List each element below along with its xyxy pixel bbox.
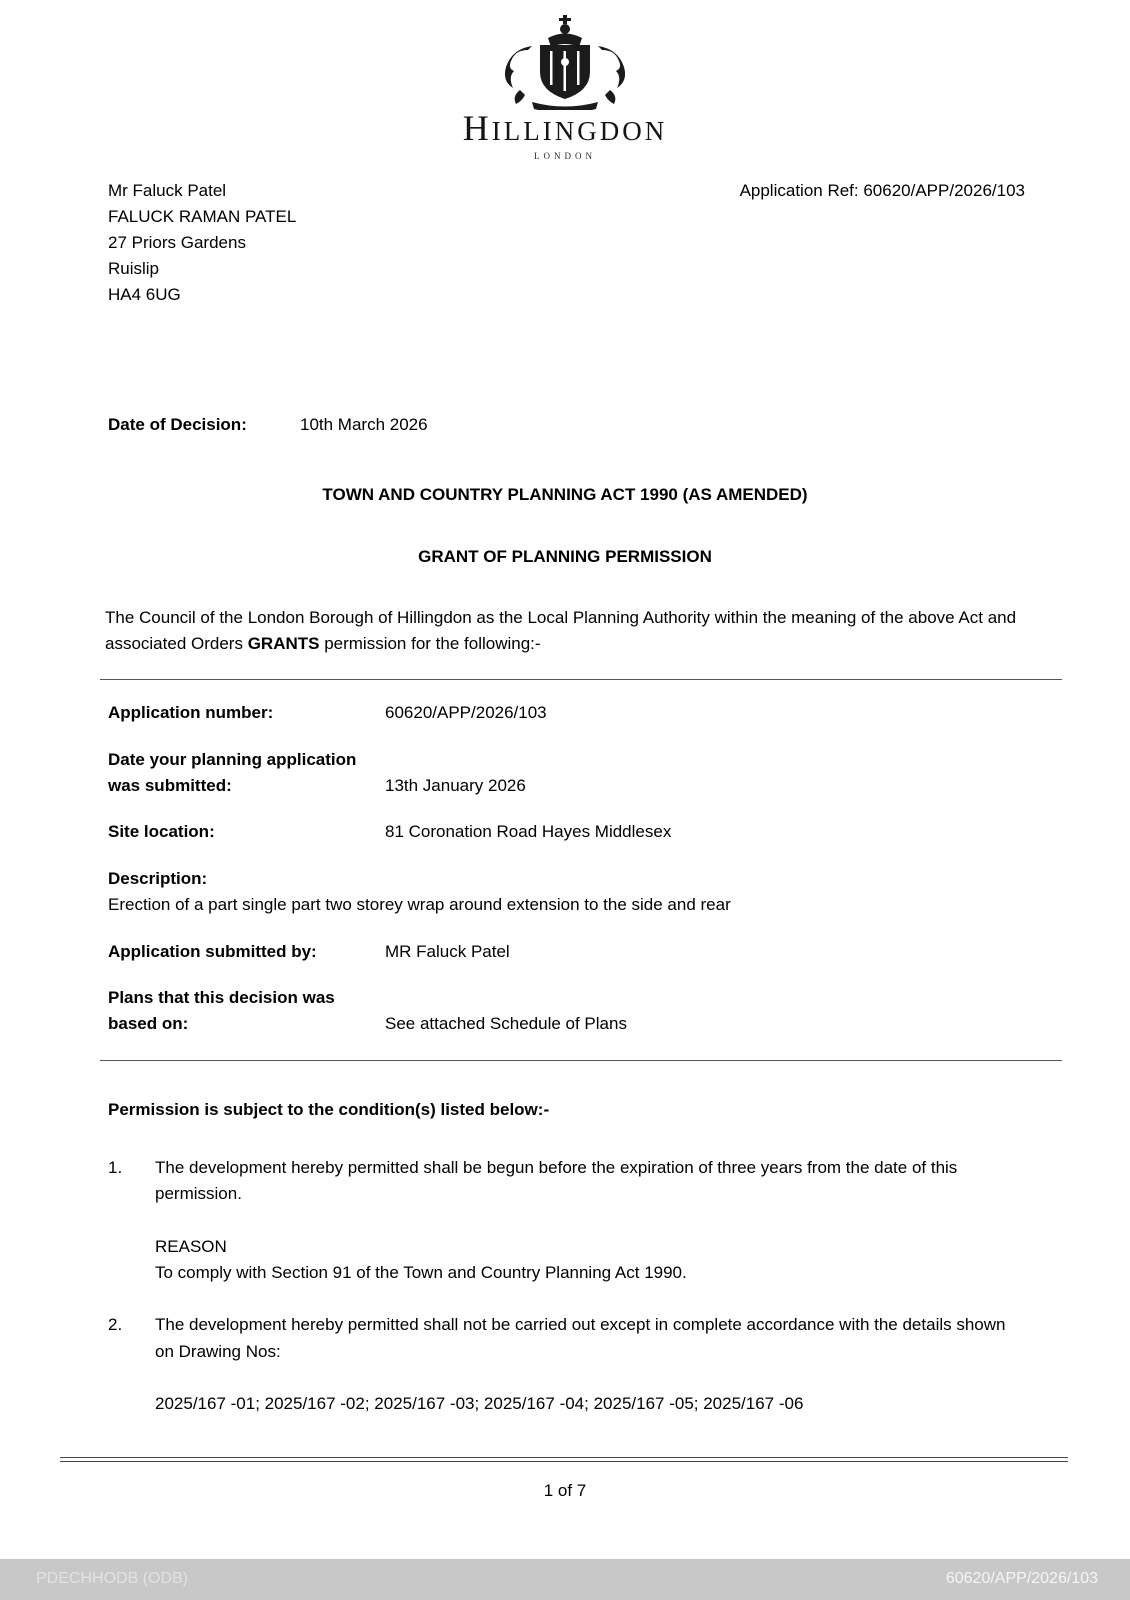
- logo-wordmark-rest: ILLINGDON: [491, 116, 668, 146]
- logo-wordmark: [0, 110, 1130, 148]
- act-heading: TOWN AND COUNTRY PLANNING ACT 1990 (AS AMENDED): [322, 485, 808, 505]
- condition-item-1: [108, 1155, 1025, 1286]
- detail-row-submitted-by: [108, 939, 1025, 965]
- logo-wordmark-initial: H: [462, 108, 492, 148]
- recipient-line: Ruislip: [108, 258, 160, 278]
- detail-row-plans: [108, 985, 1025, 1038]
- detail-row-site-location: [108, 819, 1025, 845]
- condition-drawings: 2025/167 -01; 2025/167 -02; 2025/167 -03; 2025/167 -04; 2025/167 -05; 2025/167 -06: [155, 1393, 804, 1413]
- detail-row-date-submitted: [108, 747, 1025, 800]
- conditions-list: [108, 1155, 1025, 1417]
- reason-label: REASON: [155, 1236, 227, 1256]
- detail-value: 60620/APP/2026/103: [385, 703, 547, 723]
- hillingdon-crest-icon: [480, 14, 650, 110]
- condition-text: The development hereby permitted shall be begun before the expiration of three years from the date of this permission.: [155, 1157, 958, 1204]
- detail-value: MR Faluck Patel: [385, 941, 510, 961]
- footer-rule: [60, 1457, 1068, 1462]
- detail-value: Erection of a part single part two storey wrap around extension to the side and rear: [108, 895, 731, 915]
- recipient-line: HA4 6UG: [108, 284, 181, 304]
- intro-grants: GRANTS: [247, 634, 320, 654]
- intro-paragraph: [105, 605, 1030, 658]
- divider-bottom: [100, 1060, 1062, 1061]
- detail-label: Description:: [108, 868, 208, 888]
- detail-label: Application number:: [108, 703, 274, 723]
- conditions-heading: Permission is subject to the condition(s) listed below:-: [108, 1099, 550, 1119]
- detail-value: See attached Schedule of Plans: [385, 1014, 627, 1034]
- page-number: 1 of 7: [543, 1481, 587, 1501]
- logo-subtitle: LONDON: [534, 150, 596, 161]
- grant-heading: GRANT OF PLANNING PERMISSION: [418, 547, 712, 567]
- reason-text: To comply with Section 91 of the Town and Country Planning Act 1990.: [155, 1262, 687, 1282]
- condition-reason: [155, 1234, 1025, 1287]
- condition-item-2: [108, 1312, 1025, 1417]
- date-of-decision-value: 10th March 2026: [300, 414, 428, 434]
- condition-body: [155, 1155, 1025, 1286]
- detail-row-description: [108, 866, 1025, 919]
- recipient-line: Mr Faluck Patel: [108, 180, 227, 200]
- condition-body: [155, 1312, 1025, 1417]
- status-bar-left: PDECHHODB (ODB): [36, 1570, 189, 1588]
- address-header: [108, 178, 1025, 308]
- intro-after: permission for the following:-: [319, 634, 541, 654]
- divider-top: [100, 679, 1062, 680]
- recipient-line: FALUCK RAMAN PATEL: [108, 206, 297, 226]
- intro-before: The Council of the London Borough of Hillingdon as the Local Planning Authority within the meaning of the above Act and associated Orders: [105, 607, 1017, 654]
- date-of-decision-row: [108, 412, 1025, 438]
- application-details: [108, 700, 1025, 1037]
- condition-text: The development hereby permitted shall not be carried out except in complete accordance with the details shown on Drawing Nos:: [155, 1315, 1006, 1361]
- date-of-decision-label: Date of Decision:: [108, 414, 247, 434]
- detail-value: 81 Coronation Road Hayes Middlesex: [385, 822, 672, 842]
- condition-number: 1.: [108, 1157, 123, 1177]
- detail-label: Site location:: [108, 822, 215, 842]
- recipient-address: [108, 178, 296, 308]
- status-bar-right: 60620/APP/2026/103: [945, 1570, 1098, 1588]
- detail-label: Plans that this decision was based on:: [108, 987, 335, 1034]
- condition-number: 2.: [108, 1315, 123, 1335]
- detail-label: Application submitted by:: [108, 941, 317, 961]
- status-bar: [0, 1559, 1130, 1600]
- application-ref: Application Ref: 60620/APP/2026/103: [739, 180, 1025, 200]
- detail-value: 13th January 2026: [385, 776, 526, 796]
- recipient-line: 27 Priors Gardens: [108, 232, 246, 252]
- hillingdon-logo: [0, 14, 1130, 164]
- detail-label: Date your planning application was submitted:: [108, 749, 357, 796]
- detail-row-application-number: [108, 700, 1025, 726]
